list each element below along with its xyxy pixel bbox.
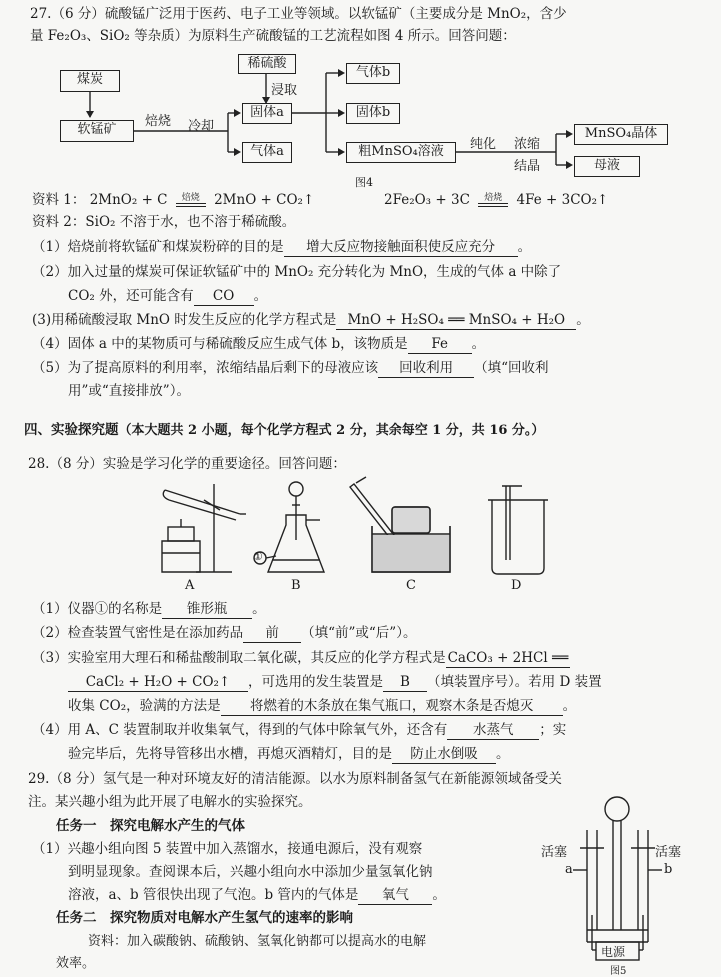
q29-s1-line2: 到明显现象。查阅课本后，兴趣小组向水中添加少量氢氧化钠 bbox=[68, 864, 433, 880]
apparatus-c-label: C bbox=[406, 578, 416, 593]
q27-s1-text: （1）焙烧前将软锰矿和煤炭粉碎的目的是 bbox=[32, 239, 284, 255]
q28-s3c-end: 。 bbox=[562, 698, 577, 714]
q29-s1-answer: 氧气 bbox=[358, 887, 432, 905]
box-gas-a: 气体a bbox=[242, 142, 292, 163]
q28-s2-text: （2）检查装置气密性是在添加药品 bbox=[32, 625, 244, 641]
q29-ref-line1: 资料：加入碳酸钠、硫酸钠、氢氧化钠都可以提高水的电解 bbox=[88, 934, 427, 949]
q28-s4-end: ；实 bbox=[539, 722, 567, 738]
q28-s4b-end: 。 bbox=[496, 746, 510, 762]
label-crystallize: 结晶 bbox=[514, 159, 541, 174]
box-solid-a: 固体a bbox=[242, 103, 292, 124]
q27-s4-text: （4）固体 a 中的某物质可与稀硫酸反应生成气体 b，该物质是 bbox=[32, 336, 408, 352]
q29-s1c-text: 溶液，a、b 管很快出现了气泡。b 管内的气体是 bbox=[68, 887, 359, 903]
ref2: 资料 2：SiO₂ 不溶于水，也不溶于稀硫酸。 bbox=[32, 214, 296, 230]
box-acid: 稀硫酸 bbox=[238, 54, 296, 74]
ref1-eq1-left: 2MnO₂ + C bbox=[89, 192, 168, 208]
q27-s1-end: 。 bbox=[517, 239, 532, 255]
instrument-1-label: ① bbox=[253, 550, 263, 563]
fig4-caption: 图4 bbox=[355, 176, 373, 189]
q27-s2b-end: 。 bbox=[253, 288, 268, 304]
q29-s1-line1: （1）兴趣小组向图 5 装置中加入蒸馏水，接通电源后，没有观察 bbox=[32, 841, 423, 857]
q27-s5b: 用”或“直接排放”）。 bbox=[68, 383, 190, 399]
box-crude-solution: 粗MnSO₄溶液 bbox=[346, 142, 456, 163]
valve-right-label: 活塞 bbox=[655, 845, 682, 860]
q27-s5-end: （填“回收利 bbox=[474, 360, 549, 376]
label-purify: 纯化 bbox=[470, 137, 497, 152]
q28-s3-text: （3）实验室用大理石和稀盐酸制取二氧化碳，其反应的化学方程式是 bbox=[32, 650, 446, 666]
q27-s3-text: (3)用稀硫酸浸取 MnO 时发生反应的化学方程式是 bbox=[32, 312, 337, 328]
q27-s4-answer: Fe bbox=[408, 336, 472, 354]
q28-s4b-answer: 防止水倒吸 bbox=[392, 746, 496, 764]
box-mother-liquor: 母液 bbox=[574, 156, 640, 177]
q28-s3b-end: （填装置序号）。若用 D 装置 bbox=[427, 674, 602, 690]
ref1-eq2-condition: 焙烧 bbox=[484, 193, 503, 203]
q28-s3c-text: 收集 CO₂，验满的方法是 bbox=[68, 698, 221, 714]
q27-s2-answer: CO bbox=[194, 288, 254, 306]
q27-s5-answer: 回收利用 bbox=[378, 360, 474, 378]
q27-intro-line2: 量 Fe₂O₃、SiO₂ 等杂质）为原料生产硫酸锰的工艺流程如图 4 所示。回答问题： bbox=[30, 28, 516, 44]
q27-s5-text: （5）为了提高原料的利用率，浓缩结晶后剩下的母液应该 bbox=[32, 360, 379, 376]
box-solid-b: 固体b bbox=[346, 103, 400, 124]
q28-s1-end: 。 bbox=[252, 601, 266, 617]
q28-s4b-text: 验完毕后，先将导管移出水槽，再熄灭酒精灯，目的是 bbox=[68, 746, 392, 762]
q29-intro-line1: 29.（8 分）氢气是一种对环境友好的清洁能源。以水为原料制备氢气在新能源领域备受关 bbox=[28, 771, 562, 787]
q28-s3-device-answer: B bbox=[383, 674, 427, 692]
apparatus-d-label: D bbox=[511, 578, 522, 593]
box-gas-b: 气体b bbox=[346, 63, 400, 84]
ref1-eq2-left: 2Fe₂O₃ + 3C bbox=[384, 192, 470, 208]
q28-s2-end: （填“前”或“后”）。 bbox=[301, 625, 417, 641]
label-concentrate: 浓缩 bbox=[514, 137, 541, 152]
ref1-eq1-right: 2MnO + CO₂↑ bbox=[214, 192, 315, 208]
q29-ref-line2: 效率。 bbox=[56, 956, 96, 971]
apparatus-b-label: B bbox=[291, 578, 301, 593]
q29-task1-heading: 任务一 探究电解水产生的气体 bbox=[56, 818, 245, 834]
q28-s1-text: （1）仪器①的名称是 bbox=[32, 601, 163, 617]
q28-s3-answer-part1: CaCO₃ + 2HCl ══ bbox=[447, 650, 569, 666]
q28-s3c-answer: 将燃着的木条放在集气瓶口，观察木条是否熄灭 bbox=[221, 698, 563, 716]
ref1-label: 资料 1： bbox=[32, 192, 86, 208]
q27-s1-answer: 增大反应物接触面积使反应充分 bbox=[284, 239, 518, 257]
power-supply-label: 电源 bbox=[601, 945, 626, 959]
box-coal: 煤炭 bbox=[60, 70, 120, 92]
q27-s3-answer: MnO + H₂SO₄ ══ MnSO₄ + H₂O bbox=[336, 312, 576, 330]
q27-s4-end: 。 bbox=[471, 336, 486, 352]
ref1-eq1-condition: 焙烧 bbox=[181, 193, 200, 203]
q27-s3-end: 。 bbox=[576, 312, 590, 328]
label-leach: 浸取 bbox=[271, 83, 298, 98]
q29-s1c-end: 。 bbox=[432, 887, 446, 903]
tube-b-label: b bbox=[664, 862, 673, 877]
q28-s4-text: （4）用 A、C 装置制取并收集氧气，得到的气体中除氧气外，还含有 bbox=[32, 722, 448, 738]
ref1-eq2-right: 4Fe + 3CO₂↑ bbox=[516, 192, 609, 208]
q27-s2: （2）加入过量的煤炭可保证软锰矿中的 MnO₂ 充分转化为 MnO，生成的气体 a 中除了 bbox=[32, 264, 562, 280]
label-cool: 冷却 bbox=[188, 119, 215, 134]
label-roast: 焙烧 bbox=[145, 114, 172, 129]
q28-s3-answer-part2: CaCl₂ + H₂O + CO₂↑ bbox=[68, 674, 248, 692]
apparatus-a-label: A bbox=[185, 578, 195, 593]
q29-intro-line2: 注。某兴趣小组为此开展了电解水的实验探究。 bbox=[28, 794, 312, 810]
q28-s4-answer: 水蒸气 bbox=[447, 722, 539, 740]
q29-task2-heading: 任务二 探究物质对电解水产生氢气的速率的影响 bbox=[56, 910, 353, 926]
box-crystal: MnSO₄晶体 bbox=[574, 124, 668, 145]
q28-s3b-text: ，可选用的发生装置是 bbox=[248, 674, 383, 690]
box-ore: 软锰矿 bbox=[60, 120, 134, 142]
q27-intro-line1: 27.（6 分）硫酸锰广泛用于医药、电子工业等领域。以软锰矿（主要成分是 MnO₂，含少 bbox=[30, 6, 567, 22]
q27-s2b-text: CO₂ 外，还可能含有 bbox=[68, 288, 194, 304]
tube-a-label: a bbox=[565, 862, 573, 877]
section4-title: 四、实验探究题 bbox=[24, 422, 119, 438]
valve-left-label: 活塞 bbox=[541, 845, 568, 860]
q28-s2-answer: 前 bbox=[243, 625, 301, 643]
q28-intro: 28.（8 分）实验是学习化学的重要途径。回答问题： bbox=[28, 456, 346, 472]
section4-desc: （本大题共 2 小题，每个化学方程式 2 分，其余每空 1 分，共 16 分。） bbox=[118, 423, 545, 438]
fig5-caption: 图5 bbox=[610, 966, 627, 977]
q28-s1-answer: 锥形瓶 bbox=[162, 601, 252, 619]
